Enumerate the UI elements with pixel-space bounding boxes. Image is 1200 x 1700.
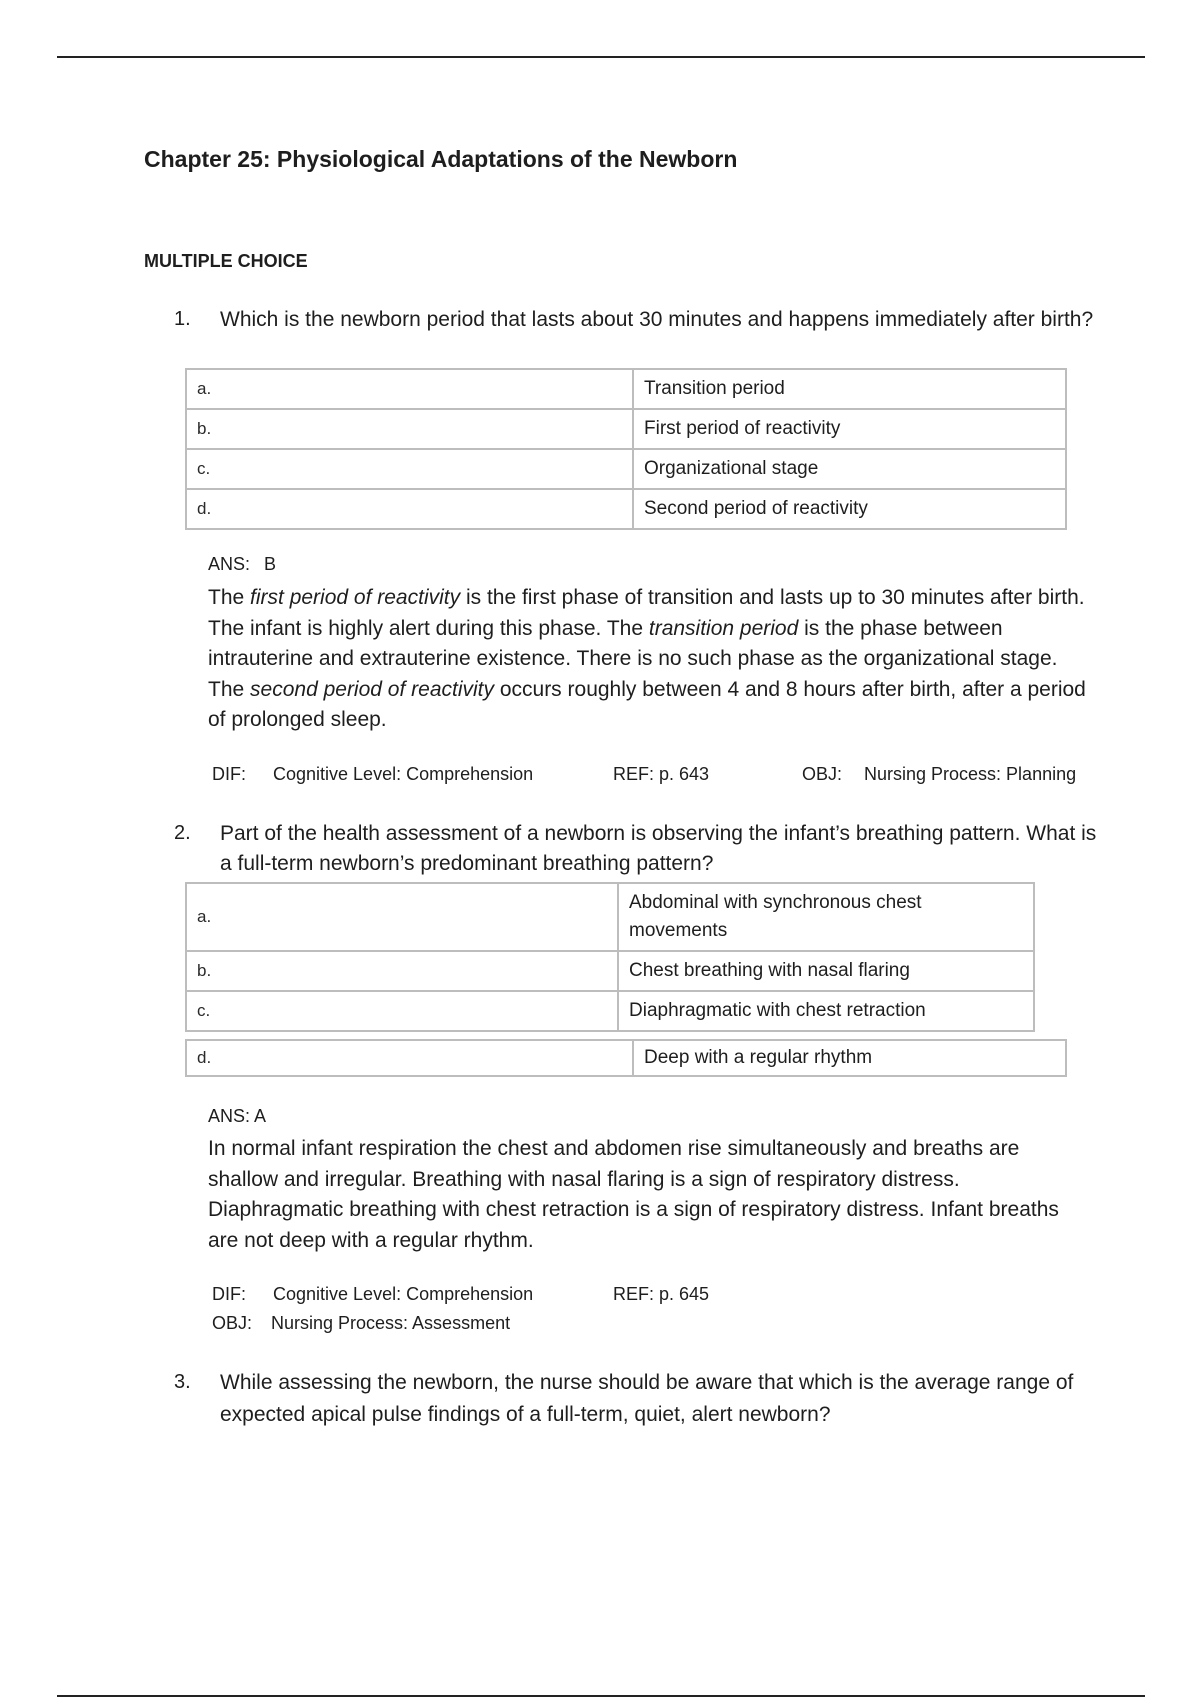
question-2-choice-d-table bbox=[185, 1039, 1067, 1077]
choice-letter: b. bbox=[186, 409, 633, 449]
question-1-obj-label: OBJ: bbox=[802, 764, 843, 784]
choice-row[interactable] bbox=[186, 951, 1034, 991]
rationale-text: is the phase between intrauterine and extrauterine existence. There is no such phase as the organizational stage. The bbox=[208, 616, 1058, 701]
choice-text: First period of reactivity bbox=[633, 409, 1066, 449]
choice-text: Abdominal with synchronous chest movements bbox=[618, 883, 1034, 951]
choice-row[interactable] bbox=[186, 1040, 1066, 1076]
question-2-dif-label: DIF: bbox=[212, 1284, 246, 1304]
choice-row[interactable] bbox=[186, 489, 1066, 529]
section-heading: MULTIPLE CHOICE bbox=[144, 251, 308, 271]
choice-text: Deep with a regular rhythm bbox=[633, 1040, 1066, 1076]
choice-row[interactable] bbox=[186, 449, 1066, 489]
question-2-choices-table bbox=[185, 882, 1035, 1032]
question-1-dif-label: DIF: bbox=[212, 764, 246, 784]
question-2-number: 2. bbox=[174, 822, 191, 844]
question-1-number: 1. bbox=[174, 308, 191, 330]
question-3-text: While assessing the newborn, the nurse should be aware that which is the average range of expected apical pulse findings of a full-term, quiet, alert newborn? bbox=[220, 1371, 1074, 1426]
choice-text: Transition period bbox=[633, 369, 1066, 409]
choice-row[interactable] bbox=[186, 991, 1034, 1031]
question-2-answer: ANS: A bbox=[208, 1106, 267, 1126]
question-2-dif-value: Cognitive Level: Comprehension bbox=[273, 1284, 534, 1304]
choice-text: Organizational stage bbox=[633, 449, 1066, 489]
choice-row[interactable] bbox=[186, 883, 1034, 951]
rationale-text: occurs roughly between 4 and 8 hours after birth, after a period of prolonged sleep. bbox=[208, 677, 1086, 731]
choice-text: Diaphragmatic with chest retraction bbox=[618, 991, 1034, 1031]
rationale-term: second period of reactivity bbox=[250, 677, 494, 701]
choice-letter: a. bbox=[186, 883, 618, 951]
choice-row[interactable] bbox=[186, 409, 1066, 449]
choice-letter: c. bbox=[186, 991, 618, 1031]
choice-letter: c. bbox=[186, 449, 633, 489]
answer-value: B bbox=[264, 554, 277, 574]
question-2-obj-label: OBJ: bbox=[212, 1313, 253, 1333]
question-1-ref: REF: p. 643 bbox=[613, 764, 710, 784]
question-2-ref: REF: p. 645 bbox=[613, 1284, 710, 1304]
question-1-obj-value: Nursing Process: Planning bbox=[864, 764, 1077, 784]
choice-letter: b. bbox=[186, 951, 618, 991]
choice-letter: a. bbox=[186, 369, 633, 409]
question-1-choices-table bbox=[185, 368, 1067, 530]
question-2-rationale: In normal infant respiration the chest and abdomen rise simultaneously and breaths are shallow and irregular. Breathing with nasal flaring is a sign of respiratory distress. Diaphragmatic breathing with chest retraction is a sign of respiratory distress. Infant breaths are not deep with a regular rhythm. bbox=[208, 1137, 1059, 1252]
choice-row[interactable] bbox=[186, 369, 1066, 409]
top-rule bbox=[57, 56, 1145, 58]
choice-letter: d. bbox=[186, 1040, 633, 1076]
choice-letter: d. bbox=[186, 489, 633, 529]
rationale-text: The bbox=[208, 586, 251, 609]
question-2-text: Part of the health assessment of a newborn is observing the infant’s breathing pattern. What is a full-term newborn’s predominant breathing pattern? bbox=[220, 822, 1097, 875]
chapter-title: Chapter 25: Physiological Adaptations of the Newborn bbox=[144, 146, 738, 172]
question-1-answer bbox=[208, 554, 276, 575]
question-3-number: 3. bbox=[174, 1371, 191, 1393]
rationale-term: transition period bbox=[648, 616, 799, 640]
choice-text: Second period of reactivity bbox=[633, 489, 1066, 529]
bottom-rule bbox=[57, 1695, 1145, 1697]
answer-label: ANS: bbox=[208, 554, 251, 574]
choice-text: Chest breathing with nasal flaring bbox=[618, 951, 1034, 991]
rationale-text: is the first phase of transition and lasts up to 30 minutes after birth. The infant is highly alert during this phase. The bbox=[208, 586, 1085, 640]
rationale-term: first period of reactivity bbox=[250, 586, 461, 609]
question-1-text: Which is the newborn period that lasts about 30 minutes and happens immediately after birth? bbox=[220, 308, 1094, 331]
question-1-rationale bbox=[208, 583, 1088, 736]
question-1-dif-value: Cognitive Level: Comprehension bbox=[273, 764, 534, 784]
question-2-obj-value: Nursing Process: Assessment bbox=[271, 1313, 511, 1333]
